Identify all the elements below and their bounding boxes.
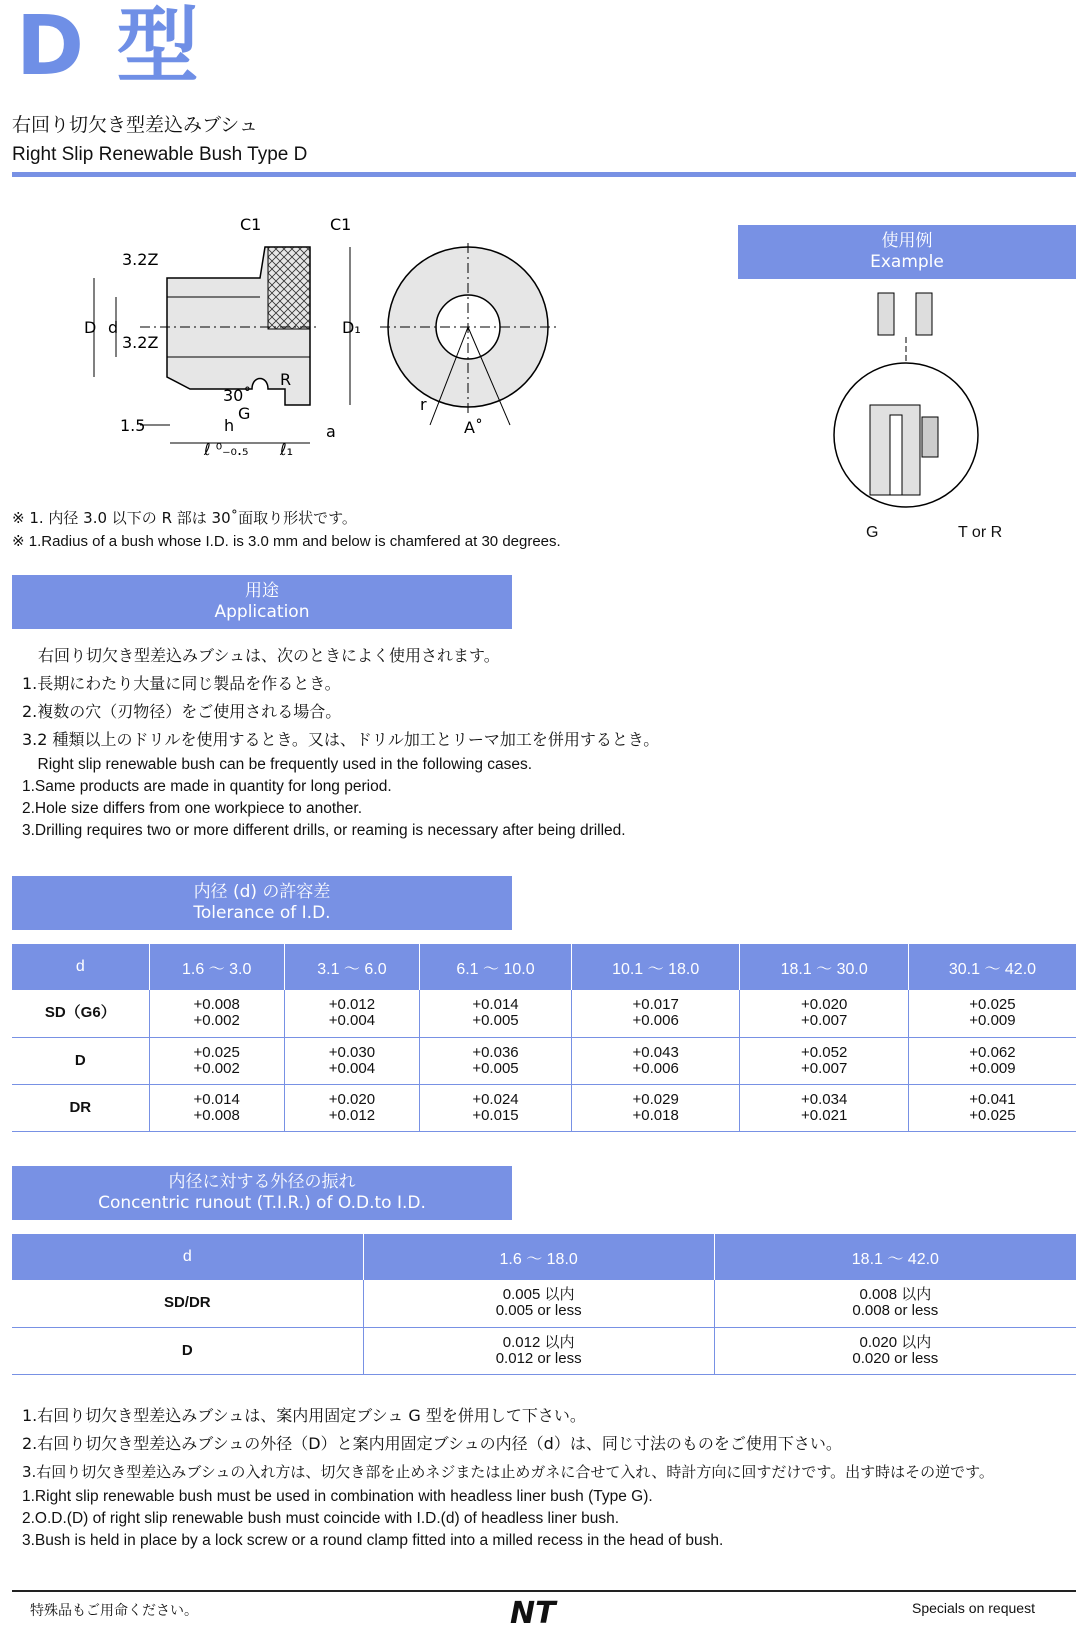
table-cell: 0.005 以内 0.005 or less <box>363 1280 714 1327</box>
row-label: DR <box>12 1084 149 1131</box>
table-cell: +0.041 +0.025 <box>908 1084 1076 1131</box>
application-en-line: 1.Same products are made in quantity for long period. <box>22 778 392 795</box>
example-label-t-or-r: T or R <box>958 524 1003 541</box>
application-jp-line: 右回り切欠き型差込みブシュは、次のときによく使用されます。 <box>22 646 500 665</box>
tolerance-col: 18.1 ～ 30.0 <box>740 944 909 990</box>
table-cell: +0.012 +0.004 <box>284 990 419 1037</box>
example-header <box>738 225 1076 279</box>
example-illustration <box>830 285 990 535</box>
application-body <box>22 642 659 842</box>
example-label-g: G <box>866 524 879 541</box>
usage-en-line: 3.Bush is held in place by a lock screw or a round clamp fitted into a milled recess in the head of bush. <box>22 1532 724 1549</box>
table-cell: +0.020 +0.012 <box>284 1084 419 1131</box>
drawing-label-h: h <box>224 416 235 435</box>
runout-col: 18.1 ～ 42.0 <box>714 1234 1076 1280</box>
table-row <box>12 1084 1076 1131</box>
table-cell: +0.025 +0.002 <box>149 1037 284 1084</box>
runout-header <box>12 1166 512 1220</box>
example-title-en: Example <box>870 252 944 272</box>
tolerance-col: 6.1 ～ 10.0 <box>420 944 572 990</box>
application-jp-line: 3.2 種類以上のドリルを使用するとき。又は、ドリル加工とリーマ加工を併用するとき。 <box>22 730 660 749</box>
runout-col: 1.6 ～ 18.0 <box>363 1234 714 1280</box>
table-cell: +0.062 +0.009 <box>908 1037 1076 1084</box>
bush-drawing <box>80 205 600 465</box>
footer-right: Specials on request <box>912 1600 1035 1616</box>
row-label: D <box>12 1327 363 1374</box>
table-cell: +0.014 +0.008 <box>149 1084 284 1131</box>
usage-jp-line: 2.右回り切欠き型差込みブシュの外径（D）と案内用固定ブシュの内径（d）は、同じ寸法のものをご使用下さい。 <box>22 1434 842 1453</box>
drawing-label-d-outer: D <box>84 318 97 337</box>
table-cell: +0.034 +0.021 <box>740 1084 909 1131</box>
table-cell: 0.008 以内 0.008 or less <box>714 1280 1076 1327</box>
drawing-label-c1-left: C1 <box>240 215 262 234</box>
table-cell: +0.052 +0.007 <box>740 1037 909 1084</box>
usage-jp-line: 3.右回り切欠き型差込みブシュの入れ方は、切欠き部を止めネジまたは止めガネに合せて入れ、時計方向に回すだけです。出す時はその逆です。 <box>22 1463 994 1481</box>
tolerance-col-d: d <box>12 944 149 990</box>
drawing-label-1-5: 1.5 <box>120 416 146 435</box>
runout-title-jp: 内径に対する外径の振れ <box>168 1172 356 1192</box>
table-cell: 0.012 以内 0.012 or less <box>363 1327 714 1374</box>
table-row <box>12 1327 1076 1374</box>
runout-table <box>12 1234 1076 1375</box>
table-cell: +0.025 +0.009 <box>908 990 1076 1037</box>
drawing-label-3-2z-bottom: 3.2Z <box>122 333 159 352</box>
tolerance-col: 30.1 ～ 42.0 <box>908 944 1076 990</box>
subtitle-jp: 右回り切欠き型差込みブシュ <box>12 114 258 136</box>
application-en-line: Right slip renewable bush can be frequently used in the following cases. <box>22 756 533 773</box>
application-en-line: 3.Drilling requires two or more different drills, or reaming is necessary after being drilled. <box>22 822 626 839</box>
row-label: SD（G6） <box>12 990 149 1037</box>
table-cell: +0.017 +0.006 <box>571 990 740 1037</box>
table-cell: +0.014 +0.005 <box>420 990 572 1037</box>
drawing-label-l1: ℓ₁ <box>280 440 294 459</box>
table-cell: +0.008 +0.002 <box>149 990 284 1037</box>
drawing-label-g: G <box>238 404 251 423</box>
table-row <box>12 1037 1076 1084</box>
application-jp-line: 1.長期にわたり大量に同じ製品を作るとき。 <box>22 674 341 693</box>
drawing-label-d1: D₁ <box>342 318 361 337</box>
usage-en-line: 1.Right slip renewable bush must be used in combination with headless liner bush (Type G). <box>22 1488 653 1505</box>
drawing-label-3-2z-top: 3.2Z <box>122 250 159 269</box>
drawing-label-l: ℓ ⁰₋₀.₅ <box>204 440 249 459</box>
drawing-label-r: R <box>280 370 292 389</box>
note-en: ※ 1.Radius of a bush whose I.D. is 3.0 mm and below is chamfered at 30 degrees. <box>12 533 561 550</box>
usage-notes <box>22 1402 1082 1552</box>
page-title: D 型 <box>16 0 201 94</box>
usage-jp-line: 1.右回り切欠き型差込みブシュは、案内用固定ブシュ G 型を併用して下さい。 <box>22 1406 586 1425</box>
application-title-jp: 用途 <box>245 581 279 601</box>
application-jp-line: 2.複数の穴（刃物径）をご使用される場合。 <box>22 702 342 721</box>
row-label: SD/DR <box>12 1280 363 1327</box>
table-cell: +0.036 +0.005 <box>420 1037 572 1084</box>
table-cell: +0.043 +0.006 <box>571 1037 740 1084</box>
application-header <box>12 575 512 629</box>
drawing-label-d-inner: d <box>108 318 119 337</box>
tolerance-col: 3.1 ～ 6.0 <box>284 944 419 990</box>
title-divider <box>12 172 1076 177</box>
example-title-jp: 使用例 <box>881 231 933 251</box>
note-jp: ※ 1. 内径 3.0 以下の R 部は 30˚面取り形状です。 <box>12 509 357 527</box>
table-row <box>12 1280 1076 1327</box>
application-title-en: Application <box>214 602 310 622</box>
footer-divider <box>12 1590 1076 1592</box>
subtitle-en: Right Slip Renewable Bush Type D <box>12 144 308 165</box>
drawing-label-30deg: 30˚ <box>223 386 252 405</box>
runout-title-en: Concentric runout (T.I.R.) of O.D.to I.D. <box>98 1193 426 1213</box>
tolerance-col: 1.6 ～ 3.0 <box>149 944 284 990</box>
drawing-label-a: a <box>326 422 336 441</box>
nt-logo: NT <box>510 1596 556 1631</box>
table-cell: +0.029 +0.018 <box>571 1084 740 1131</box>
tolerance-title-en: Tolerance of I.D. <box>193 903 331 923</box>
application-en-line: 2.Hole size differs from one workpiece to another. <box>22 800 363 817</box>
row-label: D <box>12 1037 149 1084</box>
table-cell: 0.020 以内 0.020 or less <box>714 1327 1076 1374</box>
table-cell: +0.030 +0.004 <box>284 1037 419 1084</box>
footer-left: 特殊品もご用命ください。 <box>30 1603 198 1619</box>
drawing-label-c1-right: C1 <box>330 215 352 234</box>
table-cell: +0.024 +0.015 <box>420 1084 572 1131</box>
tolerance-header <box>12 876 512 930</box>
table-row <box>12 990 1076 1037</box>
drawing-label-small-r: r <box>420 395 427 414</box>
tolerance-col: 10.1 ～ 18.0 <box>571 944 740 990</box>
tolerance-title-jp: 内径 (d) の許容差 <box>193 882 331 902</box>
table-cell: +0.020 +0.007 <box>740 990 909 1037</box>
usage-en-line: 2.O.D.(D) of right slip renewable bush must coincide with I.D.(d) of headless liner bush. <box>22 1510 620 1527</box>
drawing-label-a-deg: A˚ <box>464 418 483 437</box>
tolerance-table <box>12 944 1076 1132</box>
runout-col-d: d <box>12 1234 363 1280</box>
